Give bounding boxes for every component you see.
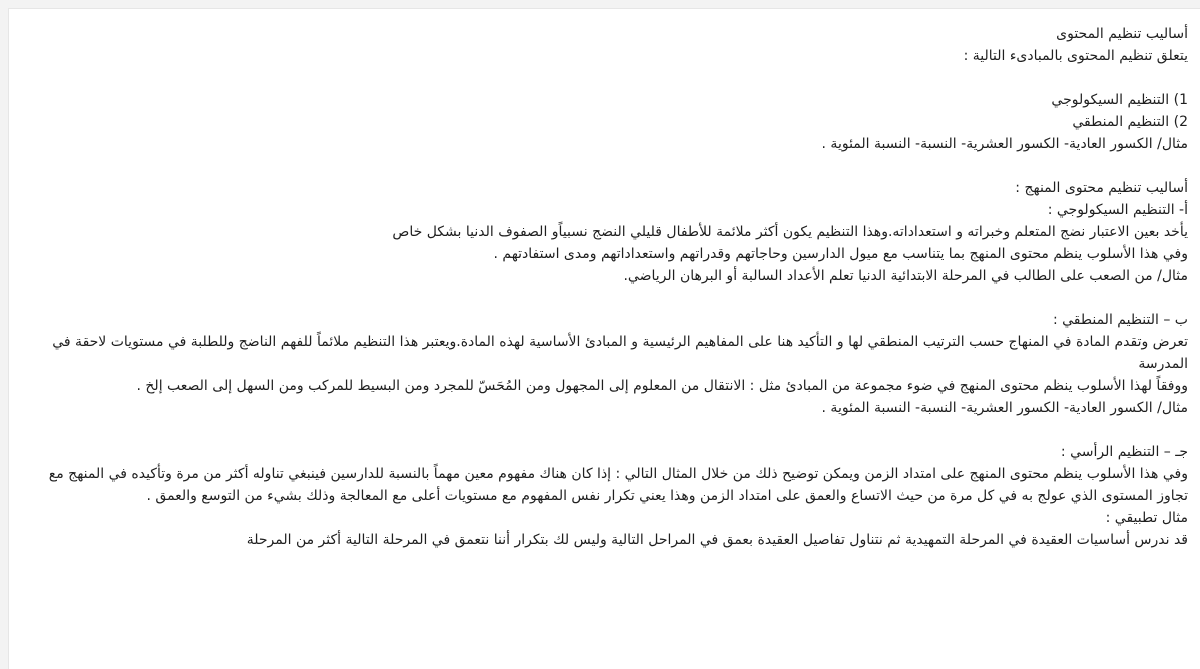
list-item: 2) التنظيم المنطقي	[1072, 114, 1188, 130]
spacer	[23, 67, 1188, 89]
paragraph: قد ندرس أساسيات العقيدة في المرحلة التمهيدية ثم نتناول تفاصيل العقيدة بعمق في المراحل التالية وليس لك بتكرار أننا نتعمق في المرحلة التالية أكثر من المرحلة	[246, 532, 1188, 548]
psych-heading: أ- التنظيم السيكولوجي :	[1047, 202, 1188, 218]
example-text: مثال/ الكسور العادية- الكسور العشرية- النسبة- النسبة المئوية .	[821, 400, 1188, 416]
vertical-heading: جـ – التنظيم الرأسي :	[1060, 444, 1188, 460]
paragraph: يأخد بعين الاعتبار نضج المتعلم وخبراته و استعداداته.وهذا التنظيم يكون أكثر ملائمة للأطفال قليلي النضج نسبياًو الصفوف الدنيا بشكل خاص	[392, 224, 1188, 240]
doc-title: أساليب تنظيم المحتوى	[1056, 26, 1188, 42]
spacer	[23, 419, 1188, 441]
spacer	[23, 155, 1188, 177]
spacer	[23, 287, 1188, 309]
applied-example-label: مثال تطبيقي :	[1105, 510, 1188, 526]
document-page	[8, 8, 1200, 669]
doc-intro: يتعلق تنظيم المحتوى بالمبادىء التالية :	[963, 48, 1188, 64]
example-text: مثال/ الكسور العادية- الكسور العشرية- النسبة- النسبة المئوية .	[821, 136, 1188, 152]
section-title: أساليب تنظيم محتوى المنهج :	[1015, 180, 1188, 196]
paragraph: وفي هذا الأسلوب ينظم محتوى المنهج على امتداد الزمن ويمكن توضيح ذلك من خلال المثال التالي : إذا كان هناك مفهوم معين مهماً بالنسبة للدارسين فينبغي تناوله أكثر من مرة وتأكيده في المنهج مع تجاوز المستوى الذي عولج به في كل مرة من حيث الاتساع والعمق على امتداد الزمن وهذا يعني تكرار نفس المفهوم مع مستويات أعلى مع المعالجة وذلك بشيء من التوسع والعمق .	[48, 466, 1188, 504]
list-item: 1) التنظيم السيكولوجي	[1051, 92, 1188, 108]
logic-heading: ب – التنظيم المنطقي :	[1052, 312, 1188, 328]
paragraph: ووفقاً لهذا الأسلوب ينظم محتوى المنهج في ضوء مجموعة من المبادئ مثل : الانتقال من المعلوم إلى المجهول ومن المُحَسّ للمجرد ومن البسيط للمركب ومن السهل إلى الصعب إلخ .	[136, 378, 1188, 394]
document-body	[9, 9, 1200, 551]
paragraph: وفي هذا الأسلوب ينظم محتوى المنهج بما يتناسب مع ميول الدارسين وحاجاتهم وقدراتهم واستعداداتهم ومدى استفادتهم .	[493, 246, 1188, 262]
paragraph: تعرض وتقدم المادة في المنهاج حسب الترتيب المنطقي لها و التأكيد هنا على المفاهيم الرئيسية و المبادئ الأساسية لهذه المادة.ويعتبر هذا التنظيم ملائماً للفهم الناضج وللطلبة في مستويات لاحقة في المدرسة	[52, 334, 1188, 372]
example-text: مثال/ من الصعب على الطالب في المرحلة الابتدائية الدنيا تعلم الأعداد السالبة أو البرهان الرياضي.	[623, 268, 1188, 284]
